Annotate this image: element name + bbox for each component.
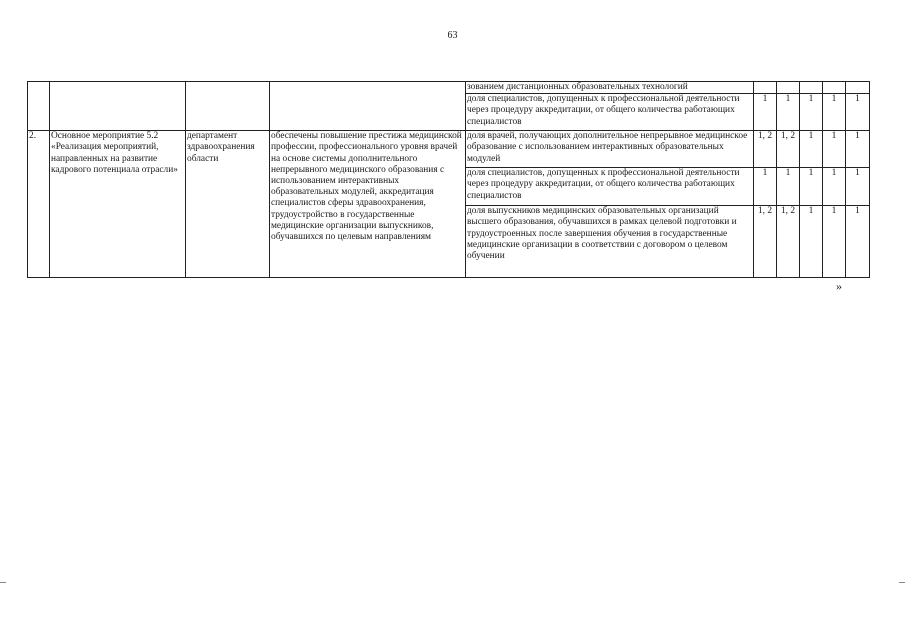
closing-quote: » [836,279,842,293]
value-cell: 1 [846,168,870,206]
value-cell-blank [823,82,846,94]
left-margin-mark [0,582,6,583]
value-cell: 1 [800,168,823,206]
measure-row [28,131,870,168]
value-cell: 1 [754,94,777,131]
cell-number-blank [28,82,50,131]
continuation-tail-row [28,82,870,94]
indicator-cell: доля выпускников медицинских образовательных организаций высшего образования, обучавшихся в рамках целевой подготовки и трудоустроенных после завершения обучения в государственные медицинские организации в соответствии с договором о целевом обучении [466,206,754,278]
value-cell-blank [754,82,777,94]
value-cell: 1 [777,94,800,131]
cell-measure-blank [50,82,186,131]
value-cell: 1 [823,206,846,278]
cell-executor-blank [186,82,270,131]
value-cell-blank [800,82,823,94]
value-cell: 1 [846,94,870,131]
value-cell: 1 [846,131,870,168]
value-cell: 1 [823,131,846,168]
value-cell: 1 [823,94,846,131]
value-cell: 1 [800,131,823,168]
value-cell: 1 [800,206,823,278]
measure-result: обеспечены повышение престижа медицинской профессии, профессионального уровня врачей на основе системы дополнительного непрерывного медицинского образования с использованием интерактивных образовательных модулей, аккредитация специалистов сферы здравоохранения, трудоустройство в государственные медицинские организации выпускников, обучавшихся по целевым направлениям [270,131,466,278]
indicator-cell: зованием дистанционных образовательных технологий [466,82,754,94]
program-measures-table [27,81,870,278]
indicator-cell: доля специалистов, допущенных к профессиональной деятельности через процедуру аккредитации, от общего количества работающих специалистов [466,94,754,131]
value-cell: 1 [754,168,777,206]
cell-result-blank [270,82,466,131]
value-cell: 1 [846,206,870,278]
indicator-cell: доля специалистов, допущенных к профессиональной деятельности через процедуру аккредитации, от общего количества работающих специалистов [466,168,754,206]
measure-executor: департамент здравоохранения области [186,131,270,278]
value-cell: 1 [777,168,800,206]
value-cell: 1, 2 [777,206,800,278]
page-number: 63 [447,30,458,41]
measure-title: Основное мероприятие 5.2 «Реализация мероприятий, направленных на развитие кадрового потенциала отрасли» [50,131,186,278]
measure-number: 2. [28,131,50,278]
right-margin-mark [899,582,905,583]
value-cell: 1 [823,168,846,206]
value-cell: 1, 2 [777,131,800,168]
value-cell: 1, 2 [754,206,777,278]
indicator-cell: доля врачей, получающих дополнительное непрерывное медицинское образование с использованием интерактивных образовательных модулей [466,131,754,168]
value-cell: 1, 2 [754,131,777,168]
value-cell-blank [846,82,870,94]
value-cell-blank [777,82,800,94]
value-cell: 1 [800,94,823,131]
